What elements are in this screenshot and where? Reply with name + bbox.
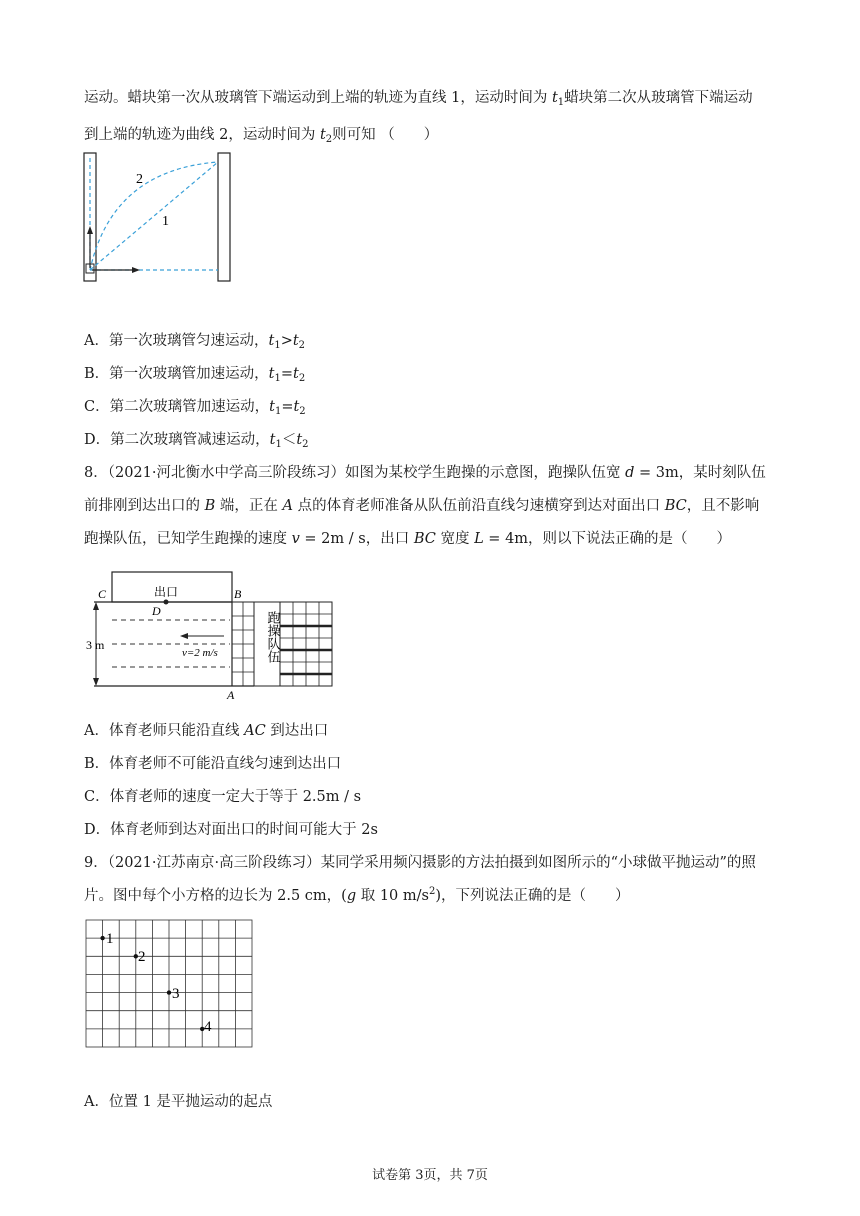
position-4-label: 4	[204, 1019, 212, 1035]
q8-stem-line-1: 8．（2021·河北衡水中学高三阶段练习）如图为某校学生跑操的示意图，跑操队伍宽 d = 3m，某时刻队伍	[84, 465, 766, 481]
page-footer: 试卷第 3页，共 7页	[372, 1168, 488, 1183]
q9-stem-line-1: 9．（2021·江苏南京·高三阶段练习）某同学采用频闪摄影的方法拍摄到如图所示的“小球做平抛运动”的照	[84, 855, 756, 871]
point-d-label: D	[152, 604, 161, 618]
width-label: 3 m	[86, 638, 105, 652]
point-c-label: C	[98, 587, 107, 601]
point-b-label: B	[234, 587, 242, 601]
q7-option-d[interactable]: D．第二次玻璃管减速运动，$t_1<t_2$	[84, 432, 309, 450]
q7-option-b[interactable]: B．第一次玻璃管加速运动，$t_1=t_2$	[84, 366, 306, 384]
position-3-label: 3	[172, 986, 180, 1002]
q8-option-c[interactable]: C．体育老师的速度一定大于等于 2.5m / s	[84, 789, 362, 805]
q8-figure-running-team	[84, 566, 340, 702]
q9-option-a[interactable]: A．位置 1 是平抛运动的起点	[84, 1094, 273, 1110]
q8-option-b[interactable]: B．体育老师不可能沿直线匀速到达出口	[84, 756, 342, 772]
q9-stem-line-2: 片。图中每个小方格的边长为 2.5 cm，(g 取 10 $m/s^2$)，下列说法正确的是（ ）	[84, 886, 630, 904]
exit-label: 出口	[154, 585, 179, 599]
q7-stem-line-2: 到上端的轨迹为曲线 2，运动时间为 $t_2$则可知 （ ）	[84, 127, 439, 145]
q9-figure-projectile-grid	[84, 918, 256, 1050]
speed-label: v=2 m/s	[182, 647, 218, 659]
position-1-label: 1	[106, 931, 114, 947]
team-label: 跑操队伍	[264, 611, 280, 663]
q7-figure-glass-tube	[82, 150, 242, 285]
q8-stem-line-3: 跑操队伍，已知学生跑操的速度 v = 2m / s，出口 BC 宽度 L = 4m，则以下说法正确的是（ ）	[84, 531, 732, 547]
q7-option-c[interactable]: C．第二次玻璃管加速运动，$t_1=t_2$	[84, 399, 306, 417]
q8-option-d[interactable]: D．体育老师到达对面出口的时间可能大于 2s	[84, 822, 378, 838]
curve-2-label: 2	[136, 172, 143, 187]
position-2-label: 2	[138, 949, 146, 965]
q7-stem-line-1: 运动。蜡块第一次从玻璃管下端运动到上端的轨迹为直线 1，运动时间为 $t_1$蜡块第二次从玻璃管下端运动	[84, 90, 753, 108]
q7-option-a[interactable]: A．第一次玻璃管匀速运动，$t_1>t_2$	[84, 333, 306, 351]
q8-stem-line-2: 前排刚到达出口的 B 端，正在 A 点的体育老师准备从队伍前沿直线匀速横穿到达对面出口 BC，且不影响	[84, 498, 760, 514]
q8-option-a[interactable]: A．体育老师只能沿直线 AC 到达出口	[84, 723, 329, 739]
point-a-label: A	[227, 688, 235, 702]
line-1-label: 1	[162, 214, 169, 229]
